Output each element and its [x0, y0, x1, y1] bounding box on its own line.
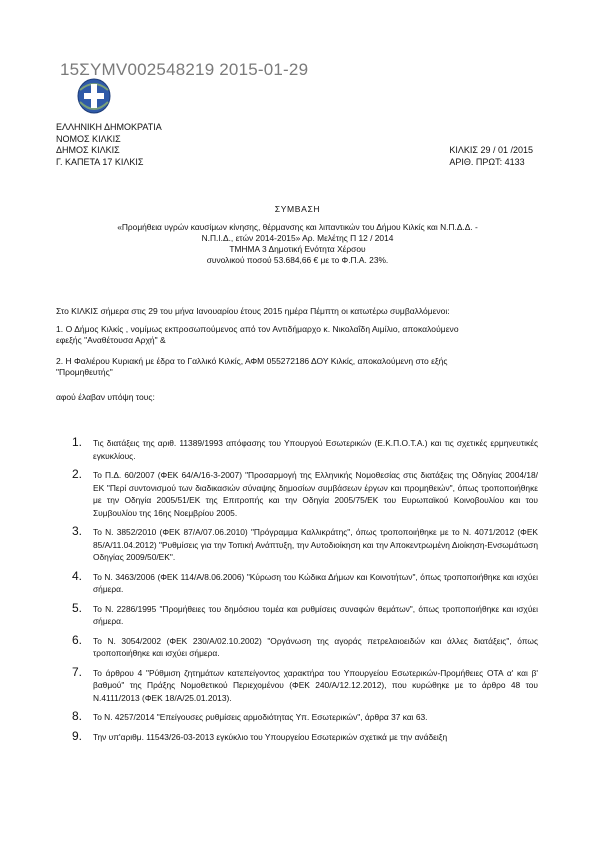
subject-line: συνολικού ποσού 53.684,66 € με το Φ.Π.Α. 23%. [206, 255, 389, 265]
item-text: Την υπ'αριθμ. 11543/26-03-2013 εγκύκλιο του Υπουργείου Εσωτερικών σχετικά με την ανάδειξη [93, 731, 448, 742]
issuer-block [56, 122, 162, 168]
issuer-line-1: ΕΛΛΗΝΙΚΗ ΔΗΜΟΚΡΑΤΙΑ [56, 122, 162, 132]
list-item [72, 600, 538, 628]
reference-block [449, 145, 533, 168]
party-1-line: εφεξής "Αναθέτουσα Αρχή" & [56, 335, 166, 345]
item-number: 4. [72, 568, 83, 583]
subject-line: «Προμήθεια υγρών καυσίμων κίνησης, θέρμανσης και λιπαντικών του Δήμου Κιλκίς και Ν.Π.Δ.Δ. - [117, 222, 478, 232]
list-item [72, 524, 538, 564]
party-2 [56, 356, 539, 378]
list-item [72, 568, 538, 596]
item-number: 2. [72, 467, 83, 481]
list-item [72, 435, 538, 462]
item-text: Τις διατάξεις της αριθ. 11389/1993 απόφασης του Υπουργού Εσωτερικών (Ε.Κ.Π.Ο.Τ.Α.) και τις σχετικές ερμηνευτικές εγκυκλίους. [93, 438, 538, 461]
subject-line: Ν.Π.Ι.Δ., ετών 2014-2015» Αρ. Μελέτης Π 12 / 2014 [201, 233, 394, 243]
item-number: 8. [72, 709, 83, 723]
item-text: Το Ν. 3852/2010 (ΦΕΚ 87/Α/07.06.2010) "Πρόγραμμα Καλλικράτης", όπως τροποποιήθηκε με το Ν. 4071/2012 (ΦΕΚ 85/Α/11.04.2012) "Ρυθμίσεις για την Τοπική Ανάπτυξη, την Αυτοδιοίκηση και την Αποκεντρωμένη Διοίκηση-Ενσωμάτωση Οδηγίας 2009/50/ΕΚ". [93, 527, 538, 562]
item-number: 5. [72, 600, 83, 615]
contract-subject [56, 222, 539, 266]
item-number: 9. [72, 728, 83, 743]
party-2-line: 2. Η Φαλιέρου Κυριακή με έδρα το Γαλλικό Κιλκίς, ΑΦΜ 055272186 ΔΟΥ Κιλκίς, αποκαλούμενη στο εξής [56, 356, 448, 366]
issuer-line-3: ΔΗΜΟΣ ΚΙΛΚΙΣ [56, 145, 120, 155]
greek-emblem-icon [72, 72, 116, 116]
list-item [72, 632, 538, 660]
subject-line: ΤΜΗΜΑ 3 Δημοτική Ενότητα Χέρσου [229, 244, 366, 254]
item-number: 6. [72, 632, 83, 647]
considerations-list [72, 435, 538, 750]
party-1 [56, 324, 539, 346]
item-number: 1. [72, 435, 83, 449]
item-text: Το Π.Δ. 60/2007 (ΦΕΚ 64/Α/16-3-2007) "Προσαρμογή της Ελληνικής Νομοθεσίας στις διατάξεις της Οδηγίας 2004/18/ΕΚ "Περί συντονισμού των διαδικασιών σύναψης δημοσίων συμβάσεων έργων και προμηθειών", όπως τροποποιήθηκε με την Οδηγία 2005/51/ΕΚ της Επιτροπής και την Οδηγία 2005/75/ΕΚ του Ευρωπαϊκού Κοινοβουλίου και του Συμβουλίου της 16ης Νοεμβρίου 2005. [93, 470, 538, 518]
item-number: 7. [72, 664, 83, 679]
reference-date: ΚΙΛΚΙΣ 29 / 01 /2015 [449, 145, 533, 155]
considering-line: αφού έλαβαν υπόψη τους: [56, 392, 155, 402]
item-text: Το Ν. 4257/2014 "Επείγουσες ρυθμίσεις αρμοδιότητας Υπ. Εσωτερικών", άρθρα 37 και 63. [93, 712, 428, 722]
party-1-line: 1. Ο Δήμος Κιλκίς , νομίμως εκπροσωπούμενος από τον Αντιδήμαρχο κ. Νικολαΐδη Αιμίλιο, αποκαλούμενο [56, 324, 459, 334]
intro-line: Στο ΚΙΛΚΙΣ σήμερα στις 29 του μήνα Ιανουαρίου έτους 2015 ημέρα Πέμπτη οι κατωτέρω συμβαλλόμενοι: [56, 306, 450, 316]
issuer-line-4: Γ. ΚΑΠΕΤΑ 17 ΚΙΛΚΙΣ [56, 156, 144, 167]
party-2-line: "Προμηθευτής" [56, 367, 113, 377]
list-item [72, 728, 538, 744]
item-text: Το Ν. 2286/1995 "Προμήθειες του δημόσιου τομέα και ρυθμίσεις συναφών θεμάτων", όπως τροποποιήθηκε και ισχύει σήμερα. [93, 603, 538, 626]
list-item [72, 467, 538, 519]
list-item [72, 664, 538, 705]
item-text: Το Ν. 3463/2006 (ΦΕΚ 114/Α/8.06.2006) "Κύρωση του Κώδικα Δήμων και Κοινοτήτων", όπως τροποποιήθηκε και ισχύει σήμερα. [93, 571, 538, 594]
list-item [72, 709, 538, 724]
item-text: Το άρθρου 4 "Ρύθμιση ζητημάτων κατεπείγοντος χαρακτήρα του Υπουργείου Εσωτερικών-Προμήθειες ΟΤΑ α' και β' βαθμού" της Πράξης Νομοθετικού Περιεχομένου (ΦΕΚ 240/Α/12.12.2012), που κυρώθηκε με το άρθρο 48 του Ν.4111/2013 (ΦΕΚ 18/Α/25.01.2013). [93, 667, 538, 703]
intro-paragraph [56, 306, 539, 317]
protocol-number: ΑΡΙΘ. ΠΡΩΤ: 4133 [449, 156, 525, 167]
document-title: ΣΥΜΒΑΣΗ [274, 204, 321, 214]
item-number: 3. [72, 524, 83, 538]
document-stamp: 15ΣΥΜV002548219 2015-01-29 [60, 60, 309, 79]
item-text: Το Ν. 3054/2002 (ΦΕΚ 230/Α/02.10.2002) "Οργάνωση της αγοράς πετρελαιοειδών και άλλες διατάξεις", όπως τροποποιήθηκε και ισχύει σήμερα. [93, 635, 538, 658]
issuer-line-2: ΝΟΜΟΣ ΚΙΛΚΙΣ [56, 133, 121, 144]
